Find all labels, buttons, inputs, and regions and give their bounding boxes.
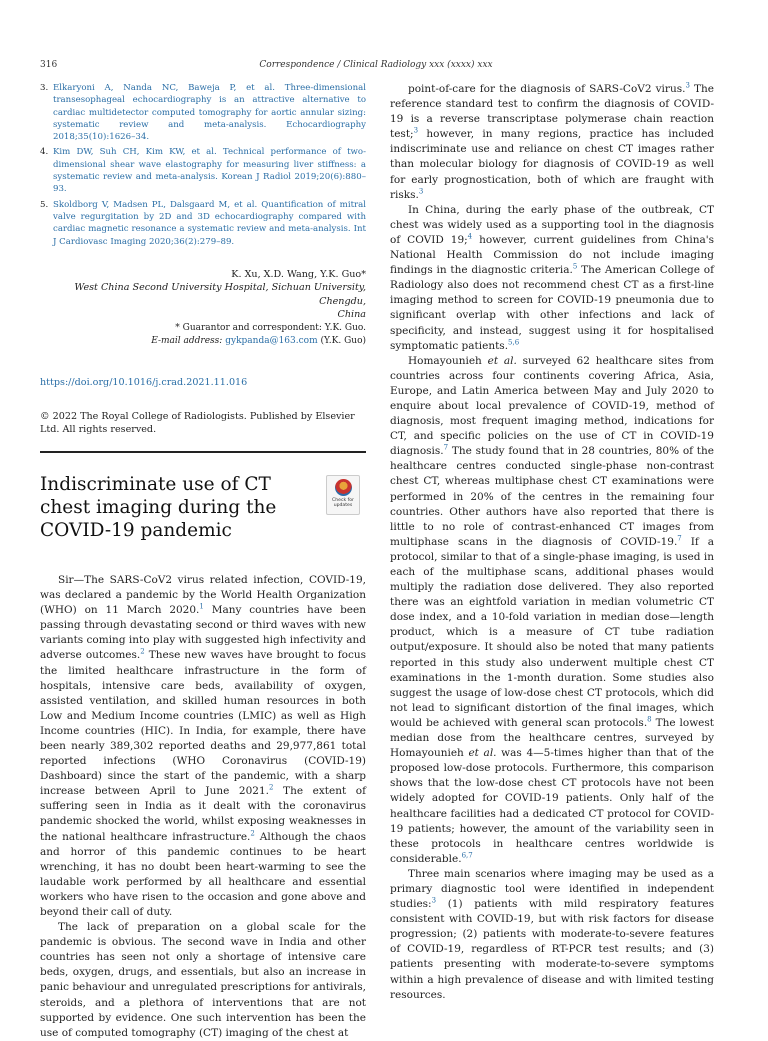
text-run: In China, during the early phase of the outbreak, CT chest was widely used as a supporting tool in the diagnosis of COVID 19; xyxy=(390,203,714,246)
citation-link[interactable]: 7 xyxy=(677,534,682,543)
text-run: however, current guidelines from China's National Health Commission do not include imaging findings in the diagnostic criteria. xyxy=(390,233,714,277)
citation-link[interactable]: 5,6 xyxy=(508,338,520,347)
check-for-updates-icon xyxy=(335,479,352,496)
italic-text: et al. xyxy=(468,747,497,760)
text-run: Many countries have been passing through devastating second or third waves with new variants coming into play with suggested high infectivity and adverse outcomes. xyxy=(40,604,366,662)
reference-item[interactable]: 5. Skoldborg V, Madsen PL, Dalsgaard M, et al. Quantification of mitral valve regurgitation by 2D and 3D echocardiography compared with cardiac magnetic resonance a systematic review and meta-analysis. Int J Cardiovasc Imaging 2020;36(2):279–89. xyxy=(40,199,366,247)
citation-link[interactable]: 8 xyxy=(647,715,652,724)
text-run: surveyed 62 healthcare sites from countries across four continents covering Africa, Asia, Europe, and Latin America between May and July 2020 to enquire about local prevalence of COVID-19, method of diagnosis, most frequent imaging method, indications for CT, and specific policies on the use of CT in COVID-19 diagnosis. xyxy=(390,354,714,458)
reference-item[interactable]: 3. Elkaryoni A, Nanda NC, Baweja P, et al. Three-dimensional transesophageal echocardiography is an attractive alternative to cardiac multidetector computed tomography for aortic annular sizing: systematic review and meta-analysis. Echocardiography 2018;35(10):1626–34. xyxy=(40,83,366,143)
page-number: 316 xyxy=(40,60,58,70)
citation-link[interactable]: 2 xyxy=(269,783,274,792)
body-paragraph xyxy=(390,203,714,354)
reference-item[interactable]: 4. Kim DW, Suh CH, Kim KW, et al. Technical performance of two-dimensional shear wave elastography for measuring liver stiffness: a systematic review and meta-analysis. Korean J Radiol 2019;20(6):880–93. xyxy=(40,147,366,195)
copyright-notice: © 2022 The Royal College of Radiologists. Published by Elsevier Ltd. All rights reserved. xyxy=(40,410,355,436)
left-column xyxy=(40,82,366,1041)
text-run: If a protocol, similar to that of a single-phase imaging, is used in each of the multiphase scans, additional phases would multiply the radiation dose delivered. They also reported there was an eightfold variation in median volumetric CT dose index, and a 10-fold variation in median dose—length product, which is a measure of CT tube radiation output/exposure. It should also be noted that many patients reported in this study also underwent multiple chest CT examinations in the 1-month duration. Some studies also suggest the usage of low-dose chest CT protocols, which did not lead to significant distortion of the final images, which would be achieved with general scan protocols. xyxy=(390,535,714,729)
text-run: however, in many regions, practice has included indiscriminate use and reliance on chest CT images rather than molecular biology for diagnosis of COVID-19 as well for early prognostication, both of which are fraught with risks. xyxy=(390,128,714,201)
text-run: The lack of preparation on a global scale for the pandemic is obvious. The second wave in India and other countries has seen not only a shortage of intensive care beds, oxygen, drugs, and essentials, but also an increase in panic behaviour and unregulated prescriptions for antivirals, steroids, and a plethora of interventions that are not supported by evidence. One such intervention has been the use of computed tomography (CT) imaging of the chest at xyxy=(40,921,366,1039)
email-link[interactable]: gykpanda@163.com xyxy=(225,336,318,347)
text-run: was 4—5-times higher than that of the proposed low-dose protocols. Furthermore, this comparison shows that the low-dose chest CT protocols have not been widely adopted for COVID-19 patients. Only half of the healthcare facilities had a dedicated CT protocol for COVID-19 patients; however, the amount of the variability seen in these protocols in healthcare centres worldwide is considerable. xyxy=(390,747,714,865)
text-run: The lowest median dose from the healthcare centres, surveyed by Homayounieh xyxy=(390,716,714,760)
article-title: Indiscriminate use of CT chest imaging during the COVID-19 pandemic xyxy=(40,473,277,541)
text-run: These new waves have brought to focus the limited healthcare infrastructure in the form of hospitals, intensive care beds, availability of oxygen, assisted ventilation, and skilled human resources in both Low and Medium Income countries (LMIC) as well as High Income countries (HIC). In India, for example, there have been nearly 389,302 reported deaths and 29,977,861 total reported infections (WHO Coronavirus (COVID-19) Dashboard) since the start of the pandemic, with a sharp increase between April to June 2021. xyxy=(40,649,366,798)
reference-list xyxy=(40,82,366,248)
body-paragraph xyxy=(390,867,714,1003)
citation-link[interactable]: 3 xyxy=(413,126,419,135)
right-column xyxy=(390,82,714,1003)
text-run: Although the chaos and horror of this pandemic continues to be heart wrenching, it has no doubt been heart-warming to see the laudable work performed by all healthcare and essential workers who have risen to the occasion and gone above and beyond their call of duty. xyxy=(40,830,366,919)
text-run: (1) patients with mild respiratory features consistent with COVID-19, but with risk factors for disease progression; (2) patients with moderate-to-severe features of COVID-19, regardless of RT-PCR test results; and (3) patients presenting with moderate-to-severe symptoms within a high prevalence of disease and with limited testing resources. xyxy=(390,898,714,1001)
text-run: The reference standard test to confirm the diagnosis of COVID-19 is a reverse transcriptase polymerase chain reaction test; xyxy=(390,83,714,141)
body-paragraph xyxy=(390,354,714,867)
citation-link[interactable]: 3 xyxy=(431,896,437,905)
text-run: point-of-care for the diagnosis of SARS-CoV2 virus. xyxy=(408,83,686,95)
journal-running-title: Correspondence / Clinical Radiology xxx (xxxx) xxx xyxy=(259,60,493,70)
section-divider xyxy=(40,451,366,453)
citation-link[interactable]: 2 xyxy=(140,647,145,656)
email-line: E-mail address: gykpanda@163.com (Y.K. Guo) xyxy=(151,336,366,347)
body-paragraph xyxy=(40,920,366,1041)
citation-link[interactable]: 5 xyxy=(572,262,578,271)
citation-link[interactable]: 3 xyxy=(418,187,424,196)
citation-link[interactable]: 6,7 xyxy=(461,851,473,860)
citation-link[interactable]: 7 xyxy=(443,443,449,452)
citation-link[interactable]: 1 xyxy=(199,602,204,611)
reference-link[interactable]: Kim DW, Suh CH, Kim KW, et al. Technical performance of two-dimensional shear wave elastography for measuring liver stiffness: a systematic review and meta-analysis. Korean J Radiol 2019;20(6):880–93. xyxy=(53,147,366,195)
correspondent-note: * Guarantor and correspondent: Y.K. Guo. xyxy=(175,322,366,333)
citation-link[interactable]: 3 xyxy=(685,81,690,90)
check-for-updates-button[interactable]: Check for updates xyxy=(326,475,360,515)
affiliation: West China Second University Hospital, Sichuan University, Chengdu, China xyxy=(74,282,366,321)
citation-link[interactable]: 2 xyxy=(250,829,255,838)
text-run: Sir—The SARS-CoV2 virus related infection, COVID-19, was declared a pandemic by the World Health Organization (WHO) on 11 March 2020. xyxy=(40,573,366,617)
text-run: The extent of suffering seen in India as it dealt with the coronavirus pandemic shocked the world, whilst exposing weaknesses in the national healthcare infrastructure. xyxy=(40,785,366,843)
body-paragraph xyxy=(390,82,714,203)
title-block xyxy=(40,473,366,543)
italic-text: et al. xyxy=(487,354,517,367)
author-block xyxy=(40,268,366,349)
text-run: Three main scenarios where imaging may be used as a primary diagnostic tool were identified in independent studies: xyxy=(390,867,714,911)
text-run: The American College of Radiology also does not recommend chest CT as a first-line imaging method to screen for COVID-19 pneumonia due to significant overlap with other infections and lack of specificity, and instead, suggest using it for hospitalised symptomatic patients. xyxy=(390,264,714,352)
reference-link[interactable]: Elkaryoni A, Nanda NC, Baweja P, et al. Three-dimensional transesophageal echocardiography is an attractive alternative to cardiac multidetector computed tomography for aortic annular sizing: systematic review and meta-analysis. Echocardiography 2018;35(10):1626–34. xyxy=(53,83,366,143)
left-body-text xyxy=(40,573,366,1041)
text-run: Homayounieh xyxy=(408,354,488,367)
body-paragraph xyxy=(40,573,366,920)
citation-link[interactable]: 4 xyxy=(467,232,473,241)
text-run: The study found that in 28 countries, 80% of the healthcare centres conducted single-phase non-contrast chest CT, whereas multiphase chest CT examinations were performed in 20% of the centres in the remaining four countries. Other authors have also reported that there is little to no role of contrast-enhanced CT images from multiphase scans in the diagnosis of COVID-19. xyxy=(390,445,714,548)
reference-link[interactable]: Skoldborg V, Madsen PL, Dalsgaard M, et al. Quantification of mitral valve regurgitation by 2D and 3D echocardiography compared with cardiac magnetic resonance a systematic review and meta-analysis. Int J Cardiovasc Imaging 2020;36(2):279–89. xyxy=(53,199,366,247)
doi-link[interactable]: https://doi.org/10.1016/j.crad.2021.11.016 xyxy=(40,376,248,388)
author-names: K. Xu, X.D. Wang, Y.K. Guo* xyxy=(231,268,366,280)
